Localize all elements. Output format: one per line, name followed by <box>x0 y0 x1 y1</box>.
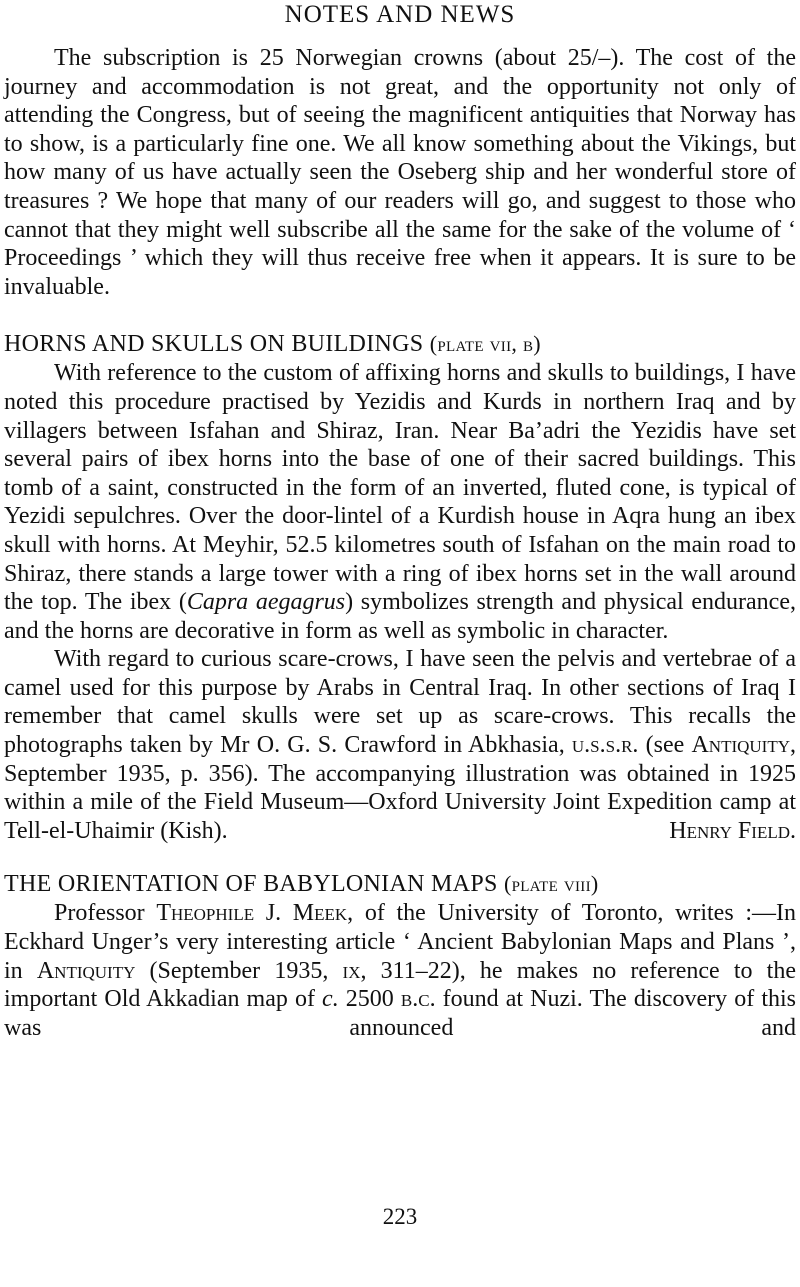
paragraph-text: , of the University of Toronto, writes :—In Eckhard Unger’s very interesting article ‘ Ancient Babylonian Maps and Plans ’, in <box>4 900 796 984</box>
paragraph-text: Professor <box>54 900 157 927</box>
volume-number: ix <box>342 957 361 984</box>
paragraph-text: With reference to the custom of affixing horns and skulls to buildings, I have noted this procedure practised by Yezidis and Kurds in northern Iraq and by villagers between Isfahan and Shiraz, Iran. Near Ba’adri the Yezidis have set several pairs of ibex horns into the base of one of their sacred buildings. This tomb of a saint, constructed in the form of an inverted, fluted cone, is typical of Yezidi sepulchres. Over the door-lintel of a Kurdish house in Aqra hung an ibex skull with horns. At Meyhir, 52.5 kilometres south of Isfahan on the main road to Shiraz, there stands a large tower with a ring of ibex horns set in the wall around the top. The ibex ( <box>4 360 796 616</box>
paragraph-text: ) symbolizes strength and physical endurance, and the horns are decorative in form as well as symbolic in character. <box>4 589 796 644</box>
paragraph-text: With regard to curious scare-crows, I have seen the pelvis and vertebrae of a camel used for this purpose by Arabs in Central Iraq. In other sections of Iraq I remember that camel skulls were set up as scare-crows. This recalls the photographs taken by Mr O. G. S. Crawford in Abkhasia, <box>4 646 796 759</box>
running-head: NOTES AND NEWS <box>284 1 516 28</box>
maps-paragraph <box>4 899 796 1071</box>
paragraph-text: 2500 <box>338 986 401 1013</box>
circa-abbrev: c. <box>322 986 339 1013</box>
author-name: Theophile J. Meek <box>156 900 348 927</box>
section-heading-text: THE ORIENTATION OF BABYLONIAN MAPS <box>4 871 498 898</box>
journal-name: Antiquity <box>691 732 790 759</box>
paragraph-text: , 311–22), he makes no reference to the important Old Akkadian map of <box>4 957 797 1013</box>
plate-reference: (plate viii) <box>503 871 599 897</box>
paragraph-text: found at Nuzi. The discovery of this was announced and <box>4 986 797 1041</box>
bc-abbrev: b.c. <box>400 986 436 1013</box>
plate-reference: (plate vii, b) <box>429 331 541 357</box>
horns-paragraph-2 <box>4 645 796 845</box>
intro-paragraph: The subscription is 25 Norwegian crowns (about 25/–). The cost of the journey and accommodation is not great, and the opportunity not only of attending the Congress, but of seeing the magnificent antiquities that Norway has to show, is a particularly fine one. We all know something about the Vikings, but how many of us have actually seen the Oseberg ship and her wonderful store of treasures ? We hope that many of our readers will go, and suggest to those who cannot that they might well subscribe all the same for the sake of the volume of ‘ Proceedings ’ which they will thus receive free when it appears. It is sure to be invaluable. <box>4 45 796 300</box>
ussr-abbrev: u.s.s.r. <box>571 732 639 759</box>
page-number: 223 <box>382 1204 418 1229</box>
horns-paragraph-1 <box>4 359 796 645</box>
journal-name: Antiquity <box>36 957 136 984</box>
paragraph-text: (see <box>638 732 692 759</box>
paragraph-text: , September 1935, p. 356). The accompanying illustration was obtained in 1925 within a mile of the Field Museum—Oxford University Joint Expedition camp at Tell-el-Uhaimir (Kish). <box>4 732 796 844</box>
paragraph-text: (September 1935, <box>135 957 343 984</box>
section-heading-text: HORNS AND SKULLS ON BUILDINGS <box>4 331 424 358</box>
section-heading-babylonian-maps <box>4 869 796 899</box>
section-heading-horns-skulls <box>4 329 796 359</box>
species-name: Capra aegagrus <box>186 589 346 616</box>
author-signature: Henry Field. <box>669 817 796 844</box>
